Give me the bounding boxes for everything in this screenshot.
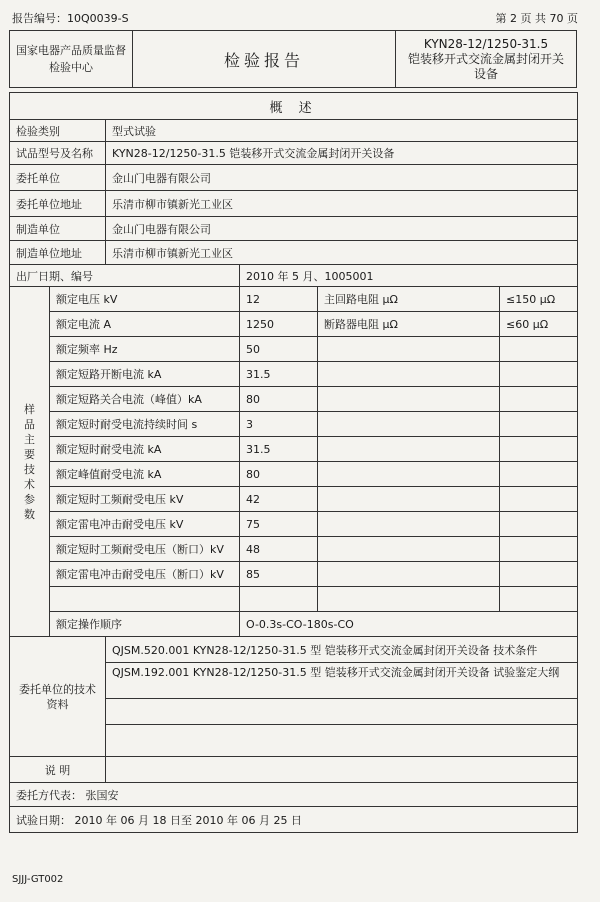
param-label2 xyxy=(318,412,500,437)
product-name xyxy=(396,31,576,87)
operation-label: 额定操作顺序 xyxy=(50,612,240,637)
page-number: 第 2 页 共 70 页 xyxy=(495,12,578,25)
param-value2 xyxy=(500,537,578,562)
param-label: 额定峰值耐受电流 kA xyxy=(50,462,240,487)
param-value: 80 xyxy=(240,462,318,487)
param-label: 额定短时耐受电流持续时间 s xyxy=(50,412,240,437)
param-value2 xyxy=(500,337,578,362)
param-value: 75 xyxy=(240,512,318,537)
tech-doc-empty xyxy=(106,699,578,725)
param-label: 额定雷电冲击耐受电压（断口）kV xyxy=(50,562,240,587)
param-value: 31.5 xyxy=(240,437,318,462)
param-value: 80 xyxy=(240,387,318,412)
param-label2 xyxy=(318,462,500,487)
info-value: 金山门电器有限公司 xyxy=(106,217,578,241)
param-value2 xyxy=(500,562,578,587)
param-label2 xyxy=(318,387,500,412)
param-label2 xyxy=(318,512,500,537)
tech-doc-item: QJSM.192.001 KYN28-12/1250-31.5 型 铠装移开式交流金属封闭开关设备 试验鉴定大纲 xyxy=(106,663,578,699)
product-line1: KYN28-12/1250-31.5 xyxy=(423,36,549,51)
product-line2: 铠装移开式交流金属封闭开关 xyxy=(407,51,564,66)
test-date: 试验日期： 2010 年 06 月 18 日至 2010 年 06 月 25 日 xyxy=(10,807,578,833)
report-number: 报告编号：10Q0039-S xyxy=(12,12,129,25)
form-code: SJJJ-GT002 xyxy=(12,874,64,885)
param-value2 xyxy=(500,362,578,387)
param-value2: ≤60 μΩ xyxy=(500,312,578,337)
report-header xyxy=(9,30,577,88)
param-value: 3 xyxy=(240,412,318,437)
param-label2 xyxy=(318,537,500,562)
param-value2 xyxy=(500,462,578,487)
param-label: 额定短时工频耐受电压（断口）kV xyxy=(50,537,240,562)
info-label: 制造单位 xyxy=(10,217,106,241)
tech-docs-label: 委托单位的技术资料 xyxy=(10,637,106,757)
param-label: 额定短时工频耐受电压 kV xyxy=(50,487,240,512)
operation-value: O-0.3s-CO-180s-CO xyxy=(240,612,578,637)
param-value2: ≤150 μΩ xyxy=(500,287,578,312)
param-label: 额定电流 A xyxy=(50,312,240,337)
param-label: 额定短路关合电流（峰值）kA xyxy=(50,387,240,412)
param-value: 85 xyxy=(240,562,318,587)
product-line3: 设备 xyxy=(473,66,498,81)
params-side-label: 样 品 主 要 技 术 参 数 xyxy=(10,287,50,637)
param-value2 xyxy=(500,512,578,537)
param-value2 xyxy=(500,412,578,437)
param-value: 48 xyxy=(240,537,318,562)
param-label xyxy=(50,587,240,612)
param-label2 xyxy=(318,587,500,612)
overview-table xyxy=(9,92,578,833)
param-value2 xyxy=(500,387,578,412)
param-label: 额定频率 Hz xyxy=(50,337,240,362)
info-value: 乐清市柳市镇新光工业区 xyxy=(106,191,578,217)
param-value: 31.5 xyxy=(240,362,318,387)
param-label: 额定短路开断电流 kA xyxy=(50,362,240,387)
param-value2 xyxy=(500,587,578,612)
section-title: 概 述 xyxy=(10,93,578,120)
factory-value: 2010 年 5 月、1005001 xyxy=(240,265,578,287)
param-value: 42 xyxy=(240,487,318,512)
tech-doc-empty xyxy=(106,725,578,757)
param-value2 xyxy=(500,437,578,462)
param-label: 额定电压 kV xyxy=(50,287,240,312)
report-title: 检验报告 xyxy=(133,31,396,87)
notes-label: 说 明 xyxy=(10,757,106,783)
param-label: 额定雷电冲击耐受电压 kV xyxy=(50,512,240,537)
info-value: KYN28-12/1250-31.5 铠装移开式交流金属封闭开关设备 xyxy=(106,142,578,165)
info-label: 制造单位地址 xyxy=(10,241,106,265)
info-label: 试品型号及名称 xyxy=(10,142,106,165)
param-label2: 主回路电阻 μΩ xyxy=(318,287,500,312)
org-name xyxy=(10,31,133,87)
param-label2 xyxy=(318,487,500,512)
info-label: 委托单位地址 xyxy=(10,191,106,217)
org-line2: 检验中心 xyxy=(49,61,93,74)
param-value: 12 xyxy=(240,287,318,312)
tech-doc-item: QJSM.520.001 KYN28-12/1250-31.5 型 铠装移开式交流金属封闭开关设备 技术条件 xyxy=(106,637,578,663)
info-label: 检验类别 xyxy=(10,120,106,142)
param-label2 xyxy=(318,562,500,587)
param-label2 xyxy=(318,337,500,362)
param-label2 xyxy=(318,362,500,387)
info-value: 乐清市柳市镇新光工业区 xyxy=(106,241,578,265)
representative: 委托方代表： 张国安 xyxy=(10,783,578,807)
param-value xyxy=(240,587,318,612)
info-value: 型式试验 xyxy=(106,120,578,142)
param-value: 1250 xyxy=(240,312,318,337)
param-label2: 断路器电阻 μΩ xyxy=(318,312,500,337)
param-value2 xyxy=(500,487,578,512)
param-value: 50 xyxy=(240,337,318,362)
info-label: 委托单位 xyxy=(10,165,106,191)
info-value: 金山门电器有限公司 xyxy=(106,165,578,191)
org-line1: 国家电器产品质量监督 xyxy=(16,44,126,57)
param-label2 xyxy=(318,437,500,462)
notes-value xyxy=(106,757,578,783)
factory-label: 出厂日期、编号 xyxy=(10,265,240,287)
param-label: 额定短时耐受电流 kA xyxy=(50,437,240,462)
